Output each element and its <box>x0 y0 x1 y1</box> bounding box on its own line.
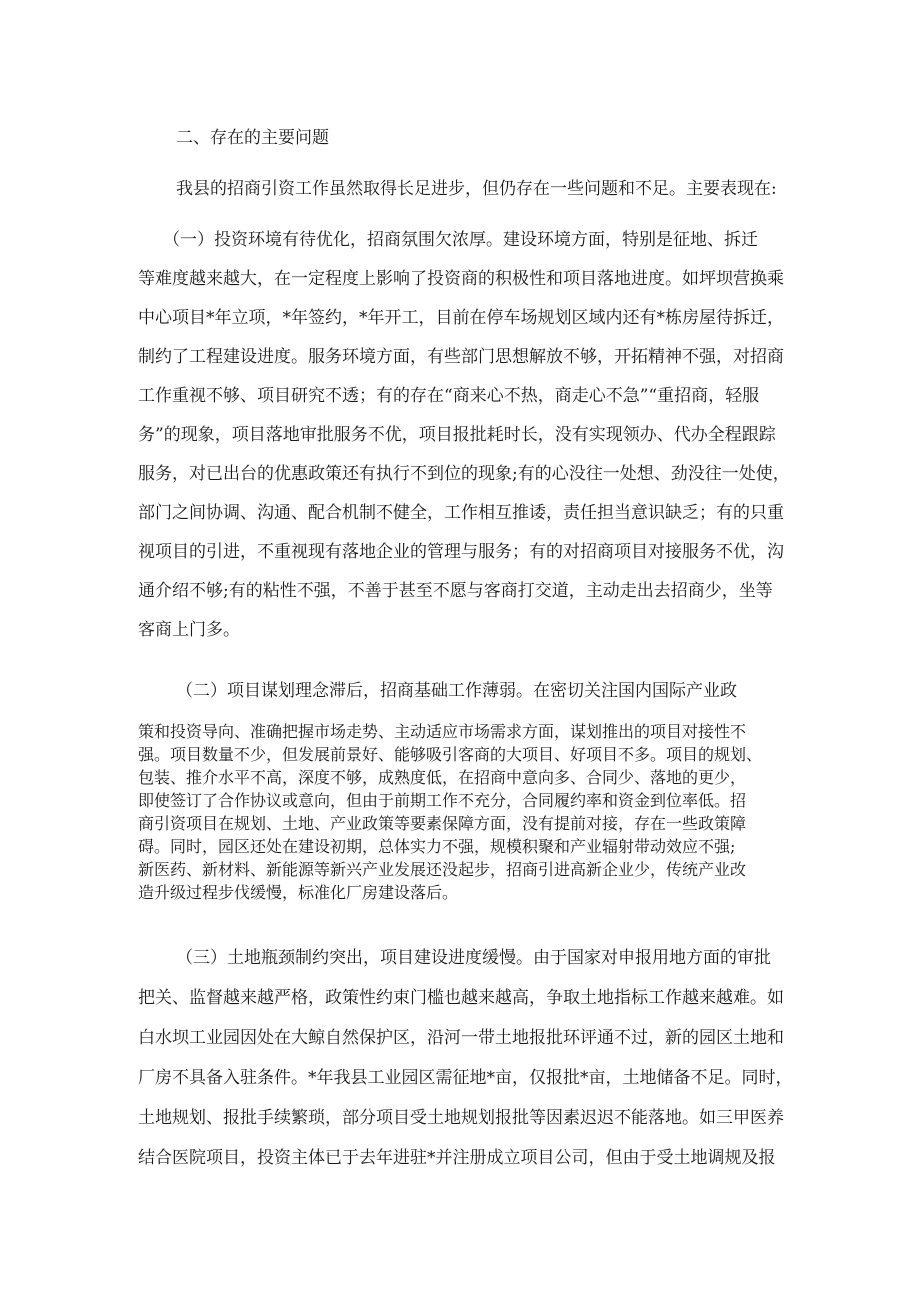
paragraph-line: 视项目的引进，不重视现有落地企业的管理与服务；有的对招商项目对接服务不优，沟 <box>138 542 784 562</box>
paragraph-line: 造升级过程步伐缓慢，标准化厂房建设落后。 <box>138 883 459 902</box>
paragraph-line: 服务，对已出台的优惠政策还有执行不到位的现象;有的心没往一处想、劲没往一处使， <box>138 464 790 484</box>
paragraph-line: 制约了工程建设进度。服务环境方面，有些部门思想解放不够，开拓精神不强，对招商 <box>138 347 784 367</box>
paragraph-line: 新医药、新材料、新能源等新兴产业发展还没起步，招商引进高新企业少，传统产业改 <box>138 860 747 879</box>
paragraph-line: 工作重视不够、项目研究不透；有的存在“商来心不热，商走心不急”“重招商，轻服 <box>138 386 760 406</box>
paragraph-line: 厂房不具备入驻条件。*年我县工业园区需征地*亩，仅报批*亩，土地储备不足。同时， <box>138 1068 793 1088</box>
paragraph-line: 强。项目数量不少，但发展前景好、能够吸引客商的大项目、好项目不多。项目的规划、 <box>138 745 763 764</box>
section-heading: 二、存在的主要问题 <box>176 128 329 148</box>
paragraph-line: 客商上门多。 <box>138 620 240 640</box>
paragraph-line: 白水坝工业园因处在大鲸自然保护区，沿河一带土地报批环评通不过，新的园区土地和 <box>138 1028 784 1048</box>
paragraph-line: 结合医院项目，投资主体已于去年进驻*并注册成立项目公司，但由于受土地调规及报 <box>138 1148 776 1168</box>
paragraph-line: 通介绍不够;有的粘性不强，不善于甚至不愿与客商打交道，主动走出去招商少，坐等 <box>138 581 773 601</box>
intro-paragraph: 我县的招商引资工作虽然取得长足进步，但仍存在一些问题和不足。主要表现在: <box>176 179 777 199</box>
paragraph-line: （三）土地瓶颈制约突出，项目建设进度缓慢。由于国家对申报用地方面的审批 <box>176 948 771 968</box>
paragraph-line: 部门之间协调、沟通、配合机制不健全，工作相互推诿，责任担当意识缺乏；有的只重 <box>138 503 784 523</box>
paragraph-line: 把关、监督越来越严格，政策性约束门槛也越来越高，争取土地指标工作越来越难。如 <box>138 988 784 1008</box>
paragraph-line: 即使签订了合作协议或意向，但由于前期工作不充分，合同履约率和资金到位率低。招 <box>138 791 747 810</box>
paragraph-line: 碍。同时，园区还处在建设初期，总体实力不强，规模积聚和产业辐射带动效应不强; <box>138 837 736 856</box>
paragraph-line: （一）投资环境有待优化，招商氛围欠浓厚。建设环境方面，特别是征地、拆迁 <box>163 230 758 250</box>
paragraph-line: 包装、推介水平不高，深度不够，成熟度低，在招商中意向多、合同少、落地的更少， <box>138 768 747 787</box>
paragraph-line: 等难度越来越大，在一定程度上影响了投资商的积极性和项目落地进度。如坪坝营换乘 <box>138 269 784 289</box>
paragraph-line: 土地规划、报批手续繁琐，部分项目受土地规划报批等因素迟迟不能落地。如三甲医养 <box>138 1108 784 1128</box>
paragraph-line: 商引资项目在规划、土地、产业政策等要素保障方面，没有提前对接，存在一些政策障 <box>138 814 747 833</box>
paragraph-line: 中心项目*年立项，*年签约，*年开工，目前在停车场规划区域内还有*栋房屋待拆迁， <box>138 308 784 328</box>
paragraph-line: 策和投资导向、准确把握市场走势、主动适应市场需求方面，谋划推出的项目对接性不 <box>138 722 747 741</box>
paragraph-line: 务”的现象，项目落地审批服务不优，项目报批耗时长，没有实现领办、代办全程跟踪 <box>138 425 776 445</box>
paragraph-line: （二）项目谋划理念滞后，招商基础工作薄弱。在密切关注国内国际产业政 <box>176 681 737 701</box>
